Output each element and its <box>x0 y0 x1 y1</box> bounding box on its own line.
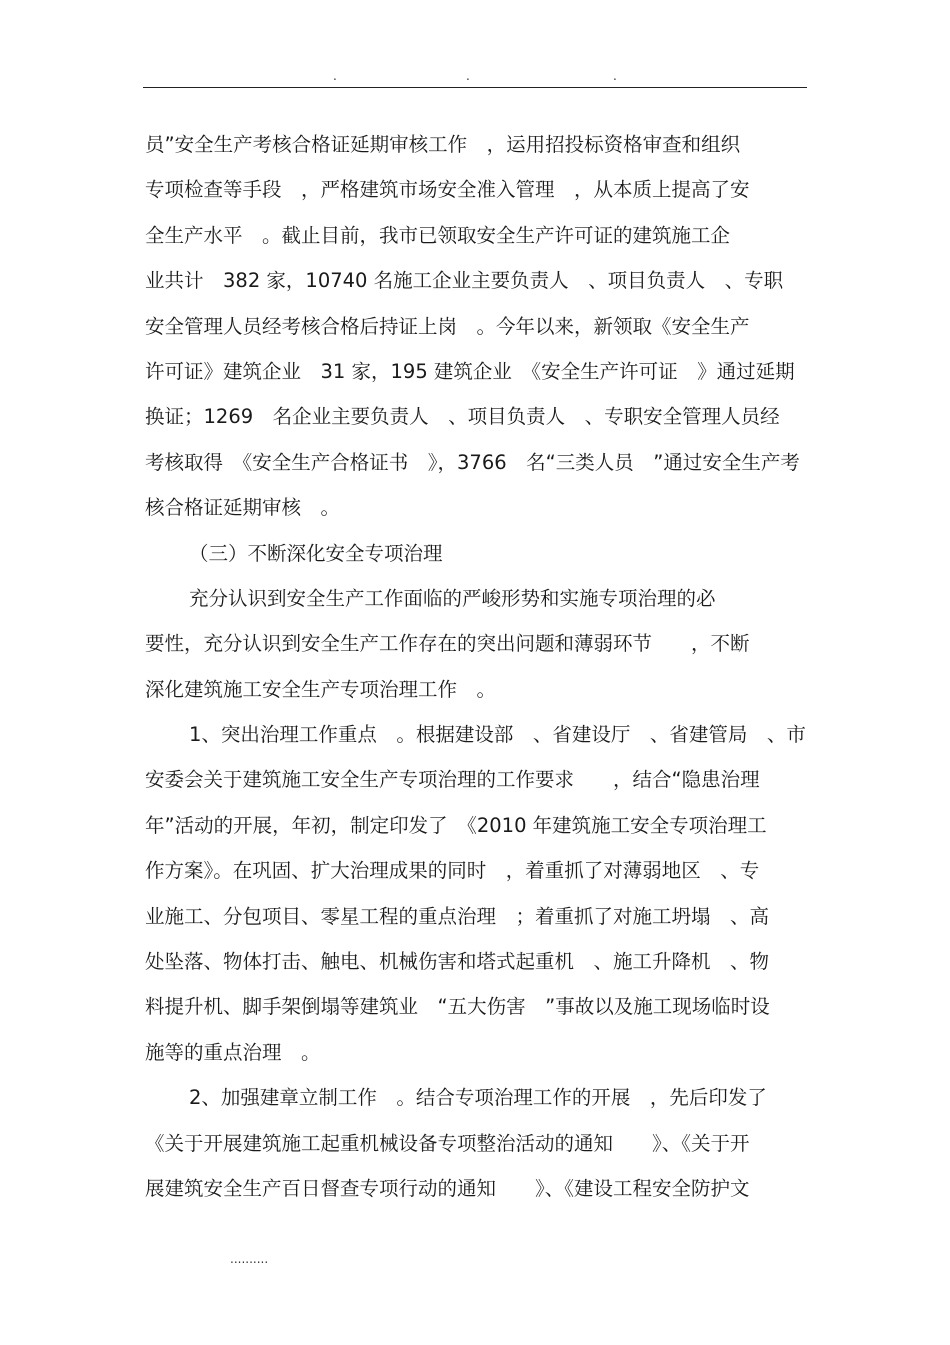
text-line: 许可证》建筑企业 31 家，195 建筑企业 《安全生产许可证 》通过延期 <box>145 359 795 383</box>
text-line: 业共计 382 家，10740 名施工企业主要负责人 、项目负责人 、专职 <box>145 269 784 293</box>
text-line: 展建筑安全生产百日督查专项行动的通知 》、《建设工程安全防护文 <box>145 1176 750 1200</box>
text-line: 《关于开展建筑施工起重机械设备专项整治活动的通知 》、《关于开 <box>145 1131 750 1155</box>
text-line: 深化建筑施工安全生产专项治理工作 。 <box>145 677 497 701</box>
page-header-dots <box>0 70 950 84</box>
text-line: 考核取得 《安全生产合格证书 》，3766 名“三类人员 ”通过安全生产考 <box>145 450 800 474</box>
header-dot: . <box>613 69 617 83</box>
paragraph-first-line: 2、加强建章立制工作 。结合专项治理工作的开展 ，先后印发了 <box>189 1086 767 1110</box>
paragraph-first-line: 1、突出治理工作重点 。根据建设部 、省建设厅 、省建管局 、市 <box>189 723 806 747</box>
text-line: 要性，充分认识到安全生产工作存在的突出问题和薄弱环节 ，不断 <box>145 632 750 656</box>
page-footer-dots: .......... <box>230 1252 269 1266</box>
section-heading: （三）不断深化安全专项治理 <box>189 541 443 565</box>
document-body <box>145 122 810 1211</box>
text-line: 作方案》。在巩固、扩大治理成果的同时 ，着重抓了对薄弱地区 、专 <box>145 859 760 883</box>
header-rule <box>143 87 807 88</box>
text-line: 处坠落、物体打击、触电、机械伤害和塔式起重机 、施工升降机 、物 <box>145 950 770 974</box>
text-line: 料提升机、脚手架倒塌等建筑业 “五大伤害 ”事故以及施工现场临时设 <box>145 995 770 1019</box>
paragraph-first-line: 充分认识到安全生产工作面临的严峻形势和实施专项治理的必 <box>189 586 716 610</box>
text-line: 安全管理人员经考核合格后持证上岗 。今年以来，新领取《安全生产 <box>145 314 750 338</box>
text-line: 业施工、分包项目、零星工程的重点治理 ；着重抓了对施工坍塌 、高 <box>145 904 770 928</box>
text-line: 安委会关于建筑施工安全生产专项治理的工作要求 ，结合“隐患治理 <box>145 768 760 792</box>
text-line: 换证；1269 名企业主要负责人 、项目负责人 、专职安全管理人员经 <box>145 405 780 429</box>
text-line: 核合格证延期审核 。 <box>145 496 341 520</box>
text-line: 施等的重点治理 。 <box>145 1040 321 1064</box>
text-line: 专项检查等手段 ，严格建筑市场安全准入管理 ，从本质上提高了安 <box>145 178 750 202</box>
header-dot: . <box>333 69 337 83</box>
text-line: 员”安全生产考核合格证延期审核工作 ，运用招投标资格审查和组织 <box>145 133 741 156</box>
header-dot: . <box>466 69 470 83</box>
text-line: 年”活动的开展，年初，制定印发了 《2010 年建筑施工安全专项治理工 <box>145 813 767 837</box>
text-line: 全生产水平 。截止目前，我市已领取安全生产许可证的建筑施工企 <box>145 223 731 247</box>
